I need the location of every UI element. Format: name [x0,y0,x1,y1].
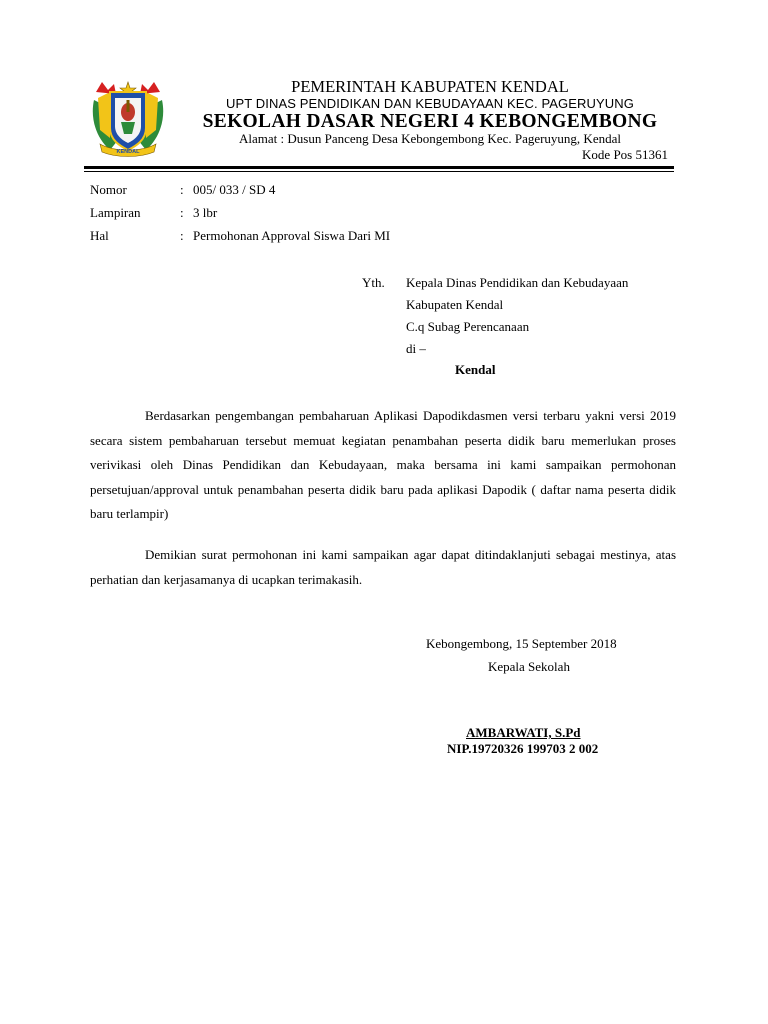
reference-separator: : [180,205,184,220]
body-paragraph-1-text: Berdasarkan pengembangan pembaharuan Aplikasi Dapodikdasmen versi terbaru yakni versi 2019 secara sistem pembaharuan tersebut memuat kegiatan penambahan peserta didik baru memerlukan proses verivikasi oleh Dinas Pendidikan dan Kebudayaan, maka bersama ini kami sampaikan permohonan persetujuan/approval untuk penambahan peserta didik baru pada aplikasi Dapodik ( daftar nama peserta didik baru terlampir) [90,408,676,522]
body-paragraph-1 [90,404,676,527]
reference-key: Lampiran [90,205,141,220]
reference-key: Hal [90,228,109,243]
signature-place-date: Kebongembong, 15 September 2018 [426,636,617,651]
kendal-regency-emblem-icon [88,78,168,158]
signature-nip: NIP.19720326 199703 2 002 [447,741,599,756]
letterhead-postal-code: Kode Pos 51361 [582,147,668,162]
letterhead-department: UPT DINAS PENDIDIKAN DAN KEBUDAYAAN KEC. PAGERUYUNG [226,96,634,111]
addressee-city: Kendal [455,362,496,377]
letterhead-address: Alamat : Dusun Panceng Desa Kebongembong Kec. Pageruyung, Kendal [239,131,621,146]
letterhead-divider-thick [84,166,674,169]
reference-value: Permohonan Approval Siswa Dari MI [193,228,391,243]
letterhead-government: PEMERINTAH KABUPATEN KENDAL [291,77,569,96]
reference-value: 005/ 033 / SD 4 [193,182,276,197]
signature-name: AMBARWATI, S.Pd [466,725,581,740]
body-paragraph-2 [90,543,676,592]
signature-position: Kepala Sekolah [488,659,570,674]
reference-value: 3 lbr [193,205,218,220]
addressee-line: Kabupaten Kendal [406,297,504,312]
reference-separator: : [180,228,184,243]
addressee-line: Kepala Dinas Pendidikan dan Kebudayaan [406,275,629,290]
addressee-salutation: Yth. [362,275,385,290]
body-paragraph-2-text: Demikian surat permohonan ini kami sampaikan agar dapat ditindaklanjuti sebagai mestinya, atas perhatian dan kerjasamanya di ucapkan terimakasih. [90,547,676,587]
reference-key: Nomor [90,182,127,197]
emblem-caption: KENDAL [116,149,140,155]
letterhead-school-name: SEKOLAH DASAR NEGERI 4 KEBONGEMBONG [202,111,658,132]
reference-separator: : [180,182,184,197]
emblem-graphic [88,78,168,158]
letterhead-divider-thin [84,171,674,172]
addressee-line: di – [406,341,426,356]
addressee-line: C.q Subag Perencanaan [406,319,530,334]
